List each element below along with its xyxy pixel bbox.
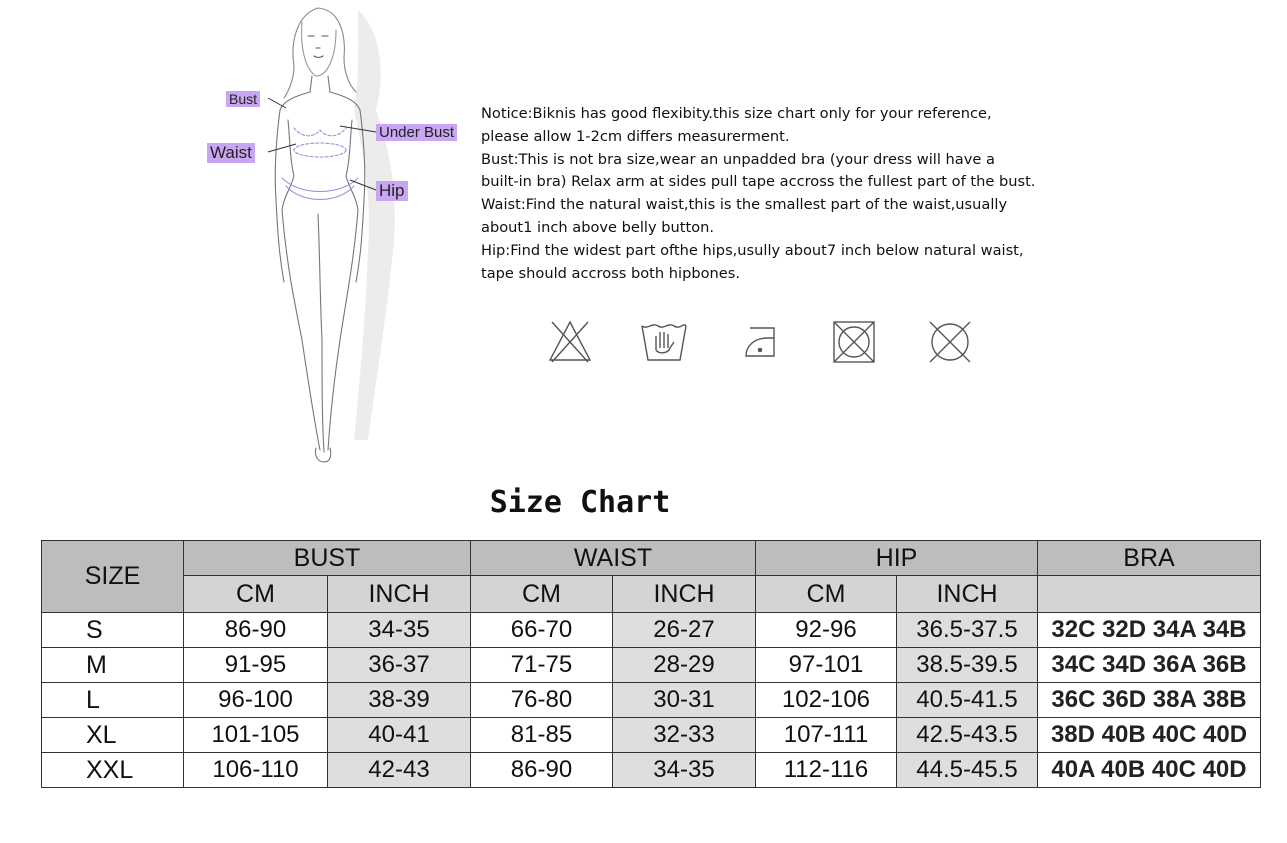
table-row bbox=[42, 718, 1261, 753]
waist-cm-cell: 81-85 bbox=[471, 718, 613, 753]
waist-inch-cell: 32-33 bbox=[613, 718, 756, 753]
notice-line: built-in bra) Relax arm at sides pull tape accross the fullest part of the bust. bbox=[481, 173, 1036, 191]
waist-inch-header: INCH bbox=[613, 576, 756, 613]
hip-cm-cell: 112-116 bbox=[756, 753, 897, 788]
size-chart-table bbox=[41, 540, 1261, 788]
hip-cm-header: CM bbox=[756, 576, 897, 613]
bust-inch-cell: 42-43 bbox=[328, 753, 471, 788]
bra-cell: 38D 40B 40C 40D bbox=[1038, 718, 1261, 753]
table-row bbox=[42, 648, 1261, 683]
table-row bbox=[42, 753, 1261, 788]
waist-cm-cell: 71-75 bbox=[471, 648, 613, 683]
hip-cm-cell: 92-96 bbox=[756, 613, 897, 648]
size-cell: XXL bbox=[42, 753, 184, 788]
bust-inch-cell: 36-37 bbox=[328, 648, 471, 683]
label-leader-lines bbox=[190, 0, 490, 470]
bra-blank-header bbox=[1038, 576, 1261, 613]
bra-cell: 34C 34D 36A 36B bbox=[1038, 648, 1261, 683]
do-not-bleach-icon bbox=[544, 316, 596, 368]
table-row bbox=[42, 613, 1261, 648]
bra-cell: 40A 40B 40C 40D bbox=[1038, 753, 1261, 788]
header-row bbox=[42, 541, 1261, 576]
size-cell: XL bbox=[42, 718, 184, 753]
waist-inch-cell: 34-35 bbox=[613, 753, 756, 788]
hip-header: HIP bbox=[756, 541, 1038, 576]
waist-header: WAIST bbox=[471, 541, 756, 576]
bust-inch-cell: 38-39 bbox=[328, 683, 471, 718]
notice-line: please allow 1-2cm differs measurerment. bbox=[481, 127, 790, 145]
bra-cell: 32C 32D 34A 34B bbox=[1038, 613, 1261, 648]
bust-cm-cell: 106-110 bbox=[184, 753, 328, 788]
hip-cm-cell: 97-101 bbox=[756, 648, 897, 683]
iron-icon bbox=[734, 316, 786, 368]
waist-inch-cell: 30-31 bbox=[613, 683, 756, 718]
hip-cm-cell: 107-111 bbox=[756, 718, 897, 753]
bra-cell: 36C 36D 38A 38B bbox=[1038, 683, 1261, 718]
waist-inch-cell: 26-27 bbox=[613, 613, 756, 648]
table-row bbox=[42, 683, 1261, 718]
hand-wash-icon bbox=[638, 316, 690, 368]
do-not-dry-clean-icon bbox=[924, 316, 976, 368]
size-cell: M bbox=[42, 648, 184, 683]
hip-inch-header: INCH bbox=[897, 576, 1038, 613]
under-bust-label: Under Bust bbox=[376, 124, 457, 141]
hip-label: Hip bbox=[376, 181, 408, 201]
waist-cm-header: CM bbox=[471, 576, 613, 613]
notice-line: Hip:Find the widest part ofthe hips,usully about7 inch below natural waist, bbox=[481, 241, 1024, 259]
waist-inch-cell: 28-29 bbox=[613, 648, 756, 683]
hip-inch-cell: 38.5-39.5 bbox=[897, 648, 1038, 683]
hip-cm-cell: 102-106 bbox=[756, 683, 897, 718]
hip-inch-cell: 42.5-43.5 bbox=[897, 718, 1038, 753]
waist-cm-cell: 86-90 bbox=[471, 753, 613, 788]
size-header: SIZE bbox=[42, 541, 184, 613]
measuring-notice bbox=[481, 103, 1121, 285]
waist-cm-cell: 76-80 bbox=[471, 683, 613, 718]
hip-inch-cell: 40.5-41.5 bbox=[897, 683, 1038, 718]
notice-line: about1 inch above belly button. bbox=[481, 218, 715, 236]
size-cell: L bbox=[42, 683, 184, 718]
size-cell: S bbox=[42, 613, 184, 648]
notice-line: Notice:Biknis has good flexibity.this size chart only for your reference, bbox=[481, 105, 992, 122]
bust-cm-cell: 91-95 bbox=[184, 648, 328, 683]
size-chart-title: Size Chart bbox=[489, 485, 671, 520]
bust-cm-cell: 86-90 bbox=[184, 613, 328, 648]
bust-inch-cell: 40-41 bbox=[328, 718, 471, 753]
bust-inch-cell: 34-35 bbox=[328, 613, 471, 648]
notice-line: Bust:This is not bra size,wear an unpadded bra (your dress will have a bbox=[481, 150, 995, 168]
bust-cm-cell: 96-100 bbox=[184, 683, 328, 718]
measurement-figure bbox=[190, 0, 490, 470]
notice-line: Waist:Find the natural waist,this is the smallest part of the waist,usually bbox=[481, 196, 1008, 214]
waist-label: Waist bbox=[207, 143, 255, 163]
hip-inch-cell: 44.5-45.5 bbox=[897, 753, 1038, 788]
hip-inch-cell: 36.5-37.5 bbox=[897, 613, 1038, 648]
bra-header: BRA bbox=[1038, 541, 1261, 576]
bust-label: Bust bbox=[226, 91, 260, 107]
bust-cm-cell: 101-105 bbox=[184, 718, 328, 753]
bust-header: BUST bbox=[184, 541, 471, 576]
care-instructions bbox=[540, 316, 980, 368]
notice-line: tape should accross both hipbones. bbox=[481, 264, 741, 282]
bust-cm-header: CM bbox=[184, 576, 328, 613]
waist-cm-cell: 66-70 bbox=[471, 613, 613, 648]
do-not-tumble-dry-icon bbox=[828, 316, 880, 368]
bust-inch-header: INCH bbox=[328, 576, 471, 613]
subheader-row bbox=[42, 576, 1261, 613]
